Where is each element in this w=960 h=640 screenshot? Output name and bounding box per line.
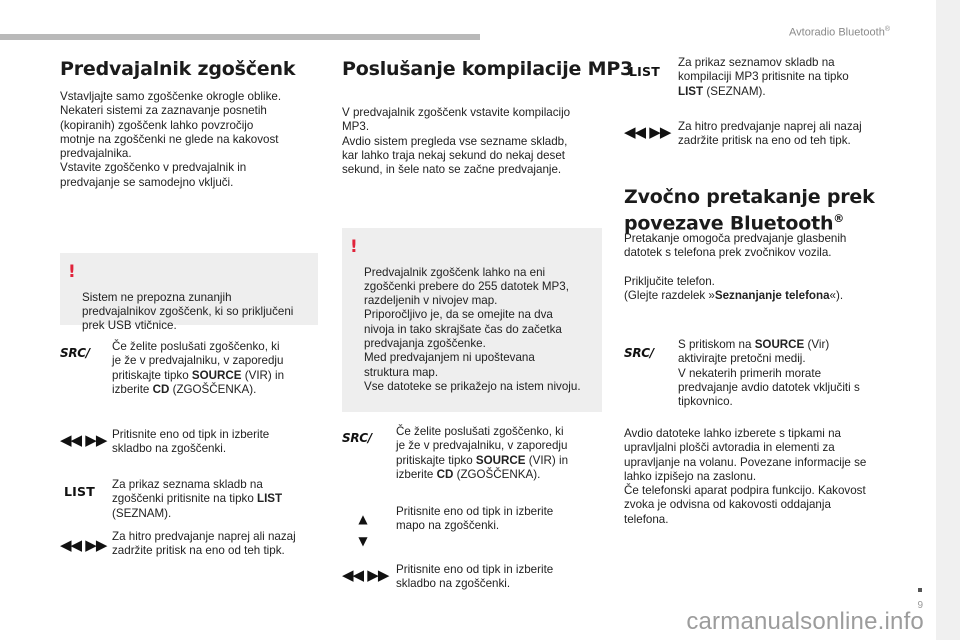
section-title-bluetooth <box>624 186 875 234</box>
fast-seek-arrows-icon: ◀◀ ▶▶ <box>624 123 671 141</box>
warning-icon: ! <box>68 262 76 282</box>
bluetooth-intro-text: Pretakanje omogoča predvajanje glasbenih datotek s telefona prek zvočnikov vozila. <box>624 232 847 260</box>
mp3-folder-select-text: Pritisnite eno od tipk in izberite mapo na zgoščenki. <box>396 505 554 533</box>
mp3-source-instruction: Če želite poslušati zgoščenko, ki je že v predvajalniku, v zaporedju pritiskajte tipko SOURCE (VIR) in izberite CD (ZGOŠČENKA). <box>396 425 569 481</box>
cd-source-instruction: Če želite poslušati zgoščenko, ki je že v predvajalniku, v zaporedju pritiskajte tipko SOURCE (VIR) in izberite CD (ZGOŠČENKA). <box>112 340 285 396</box>
down-arrow-icon: ▼ <box>358 534 368 548</box>
bluetooth-source-instruction: S pritiskom na SOURCE (Vir) aktivirajte pretočni medij. V nekaterih primerih morate predvajanje avdio datotek vključiti s tipkovnico. <box>678 338 860 409</box>
source-key-icon: SRC/ <box>60 346 90 360</box>
mp3-track-select-text: Pritisnite eno od tipk in izberite skladbo na zgoščenki. <box>396 563 554 591</box>
list-key-icon: LIST <box>629 64 660 79</box>
page-number: 9 <box>917 600 923 611</box>
watermark: carmanualsonline.info <box>686 608 924 635</box>
bluetooth-outro-text: Avdio datoteke lahko izberete s tipkami na upravljalni plošči avtoradia in elementi za upravljanje na volanu. Povezane informacije se lahko izpišejo na zaslonu. Če telefonski aparat podpira funkcijo. Kakovost zvoka je odvisna od kakovosti oddajanja telefona. <box>624 427 867 526</box>
bluetooth-connect-text: Priključite telefon. (Glejte razdelek »Seznanjanje telefona«). <box>624 275 844 303</box>
header-bar <box>0 34 480 40</box>
cd-fast-seek-text: Za hitro predvajanje naprej ali nazaj zadržite pritisk na eno od teh tipk. <box>112 530 296 558</box>
warning-box-mp3 <box>342 228 602 412</box>
section-title-cd-player: Predvajalnik zgoščenk <box>60 58 296 80</box>
list-key-icon: LIST <box>64 484 95 499</box>
up-arrow-icon: ▲ <box>358 512 368 526</box>
mp3-fast-seek-text: Za hitro predvajanje naprej ali nazaj zadržite pritisk na eno od teh tipk. <box>678 120 862 148</box>
warning-icon: ! <box>350 237 358 257</box>
seek-arrows-icon: ◀◀ ▶▶ <box>342 566 389 584</box>
fast-seek-arrows-icon: ◀◀ ▶▶ <box>60 536 107 554</box>
page-edge-strip <box>936 0 960 640</box>
bluetooth-title-line1: Zvočno pretakanje prek <box>624 186 875 208</box>
source-key-icon: SRC/ <box>624 346 654 360</box>
bluetooth-title-line2: povezave Bluetooth® <box>624 212 845 235</box>
source-key-icon: SRC/ <box>342 431 372 445</box>
seek-arrows-icon: ◀◀ ▶▶ <box>60 431 107 449</box>
folder-updown-icon <box>355 508 371 552</box>
warning-text: Predvajalnik zgoščenk lahko na eni zgoščenki prebere do 255 datotek MP3, razdeljenih v nivojev map. Priporočljivo je, da se omejite na dva nivoja in tako skrajšate čas do začetka predvajanja zgoščenke. Med predvajanjem ni upoštevana struktura map. Vse datoteke se prikažejo na istem nivoju. <box>364 265 581 393</box>
cd-intro-text: Vstavljajte samo zgoščenke okrogle oblike. Nekateri sistemi za zaznavanje posnetih (kopiranih) zgoščenk lahko povzročijo motnje na zgoščenki ne glede na kakovost predvajalnika. Vstavite zgoščenko v predvajalnik in predvajanje se samodejno vključi. <box>60 90 282 189</box>
mp3-intro-text: V predvajalnik zgoščenk vstavite kompilacijo MP3. Avdio sistem pregleda vse sezname skladb, kar lahko traja nekaj sekund do nekaj deset sekund, in šele nato se začne predvajanje. <box>342 106 571 177</box>
page-marker <box>918 588 922 592</box>
cd-list-instruction: Za prikaz seznama skladb na zgoščenki pritisnite na tipko LIST (SEZNAM). <box>112 478 283 520</box>
cd-track-select-text: Pritisnite eno od tipk in izberite skladbo na zgoščenki. <box>112 428 270 456</box>
section-title-mp3: Poslušanje kompilacije MP3 <box>342 58 634 80</box>
mp3-list-instruction: Za prikaz seznamov skladb na kompilaciji MP3 pritisnite na tipko LIST (SEZNAM). <box>678 56 849 98</box>
warning-text: Sistem ne prepozna zunanjih predvajalnikov zgoščenk, ki so priključeni prek USB vtičnice. <box>82 290 294 333</box>
page-header-title: Avtoradio Bluetooth® <box>789 26 890 39</box>
warning-box-usb <box>60 253 318 333</box>
